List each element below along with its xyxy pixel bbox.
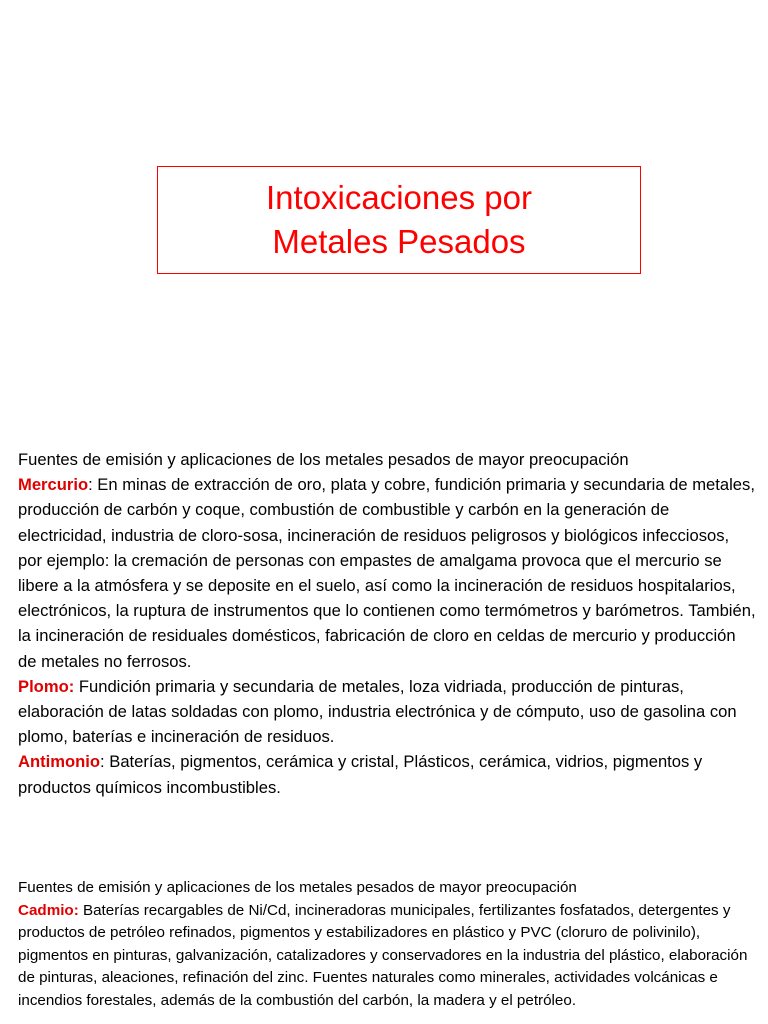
metal-term: Antimonio	[18, 752, 101, 772]
metal-entry-antimonio	[18, 749, 756, 799]
title-box	[157, 166, 641, 274]
section-heading: Fuentes de emisión y aplicaciones de los metales pesados de mayor preocupación	[18, 879, 577, 896]
metal-description: Baterías recargables de Ni/Cd, incineradoras municipales, fertilizantes fosfatados, detergentes y productos de petróleo refinados, pigmentos y estabilizadores en plástico y PVC (cloruro de polivinilo), pigmentos en pinturas, galvanización, catalizadores y conservadores en la industria del plástico, elaboración de pinturas, aleaciones, refinación del zinc. Fuentes naturales como minerales, actividades volcánicas e incendios forestales, además de la combustión del carbón, la madera y el petróleo.	[18, 901, 748, 1009]
metal-entry-plomo	[18, 674, 756, 750]
section-heading: Fuentes de emisión y aplicaciones de los metales pesados de mayor preocupación	[18, 450, 629, 469]
emission-sources-section-1	[18, 447, 756, 800]
title-line-2: Metales Pesados	[272, 223, 526, 260]
metal-description: : Baterías, pigmentos, cerámica y cristal, Plásticos, cerámica, vidrios, pigmentos y productos químicos incombustibles.	[18, 752, 703, 797]
metal-description: : En minas de extracción de oro, plata y cobre, fundición primaria y secundaria de metales, producción de carbón y coque, combustión de combustible y carbón en la generación de electricidad, industria de cloro-sosa, incineración de residuos peligrosos y biológicos infecciosos, por ejemplo: la cremación de personas con empastes de amalgama provoca que el mercurio se libere a la atmósfera y se deposite en el suelo, así como la incineración de residuos hospitalarios, electrónicos, la ruptura de instrumentos que lo contienen como termómetros y barómetros. También, la incineración de residuales domésticos, fabricación de cloro en celdas de mercurio y producción de metales no ferrosos.	[18, 475, 756, 671]
metal-entry-mercurio	[18, 472, 756, 674]
emission-sources-section-2	[18, 877, 756, 1013]
metal-entry-cadmio	[18, 900, 756, 1013]
metal-term: Plomo:	[18, 676, 75, 696]
title-line-1: Intoxicaciones por	[266, 179, 532, 216]
metal-description: Fundición primaria y secundaria de metales, loza vidriada, producción de pinturas, elaboración de latas soldadas con plomo, industria electrónica y de cómputo, uso de gasolina con plomo, baterías e incineración de residuos.	[18, 676, 737, 747]
metal-term: Cadmio:	[18, 901, 79, 919]
metal-term: Mercurio	[18, 475, 89, 495]
